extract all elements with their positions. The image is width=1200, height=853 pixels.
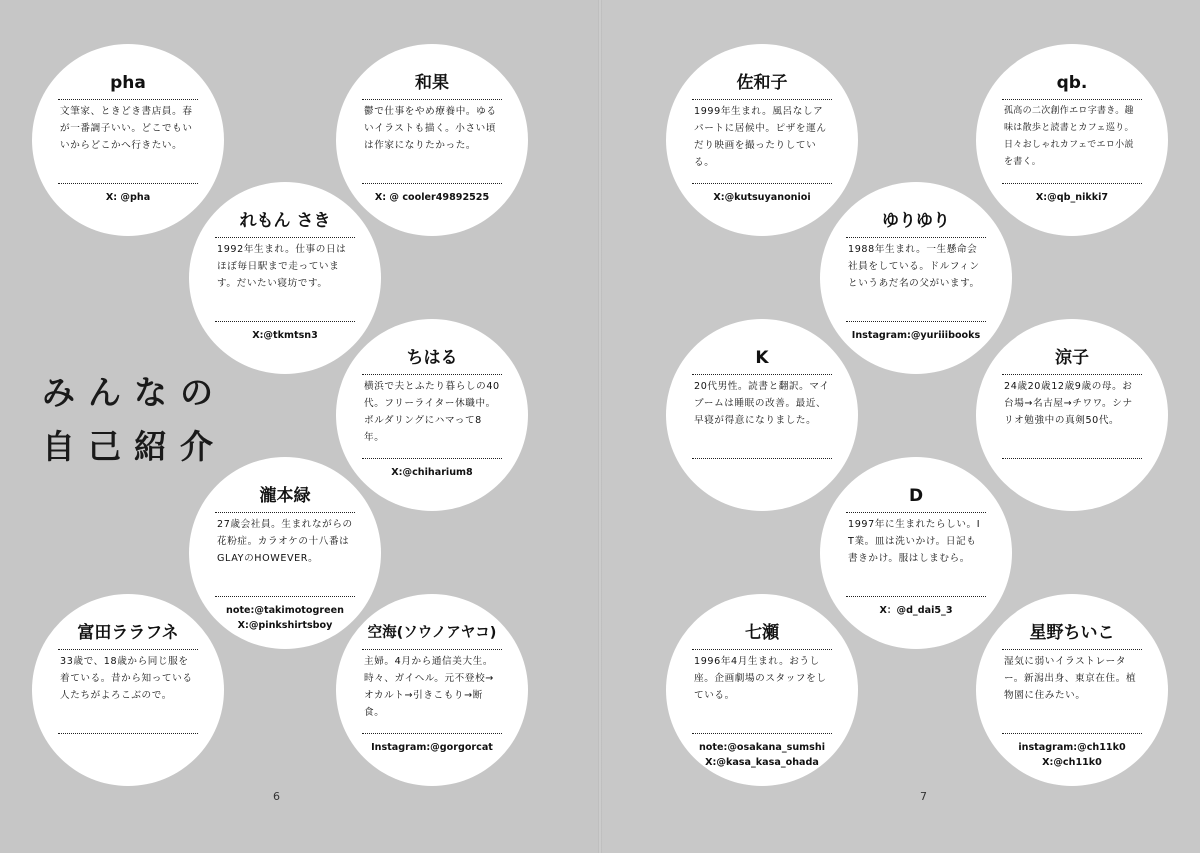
dotted-divider — [692, 458, 832, 459]
profile-name: 涼子 — [1055, 348, 1089, 368]
profile-card — [666, 594, 858, 786]
social-handles — [58, 184, 198, 205]
profile-name: 和果 — [415, 73, 449, 93]
profile-name: 星野ちいこ — [1029, 623, 1115, 643]
social-handle: X:@kutsuyanonioi — [713, 192, 811, 203]
profile-name: 佐和子 — [736, 73, 788, 93]
profile-description: 24歳20歳12歳9歳の母。お台場→名古屋→チワワ。シナリオ勉強中の真剣50代。 — [1004, 381, 1133, 426]
profile-description: 湿気に弱いイラストレーター。新潟出身、東京在住。植物園に住みたい。 — [1004, 656, 1137, 701]
social-handles — [1002, 734, 1142, 770]
profile-card — [32, 594, 224, 786]
profile-card — [820, 182, 1012, 374]
profile-card — [336, 594, 528, 786]
profile-card — [976, 594, 1168, 786]
page-number: 7 — [920, 790, 927, 803]
social-handle: X：@d_dai5_3 — [879, 605, 953, 616]
profile-description: 鬱で仕事をやめ療養中。ゆるいイラストも描く。小さい頃は作家になりたかった。 — [364, 106, 497, 151]
social-handles — [215, 322, 355, 343]
social-handles — [362, 734, 502, 755]
social-handle: X:@ch11k0 — [1042, 757, 1102, 768]
profile-card — [189, 457, 381, 649]
dotted-divider — [58, 733, 198, 734]
social-handle: instagram:@ch11k0 — [1018, 742, 1126, 753]
social-handles — [692, 734, 832, 770]
profile-description: 1992年生まれ。仕事の日はほぼ毎日駅まで走っています。だいたい寝坊です。 — [217, 244, 347, 289]
profile-card — [976, 319, 1168, 511]
social-handles — [215, 597, 355, 633]
social-handle: Instagram:@yuriiibooks — [851, 330, 981, 341]
profile-card — [336, 319, 528, 511]
profile-name: K — [755, 348, 769, 368]
social-handles — [362, 459, 502, 480]
profile-description: 27歳会社員。生まれながらの花粉症。カラオケの十八番はGLAYのHOWEVER。 — [217, 519, 353, 564]
dotted-divider — [1002, 458, 1142, 459]
profile-card — [336, 44, 528, 236]
profile-name: れもん さき — [239, 211, 331, 231]
social-handle: X: @ cooler49892525 — [374, 192, 490, 203]
heading-line-1: みんなの — [42, 373, 226, 412]
page-heading — [42, 366, 226, 474]
profile-card — [666, 319, 858, 511]
profile-description: 横浜で夫とふたり暮らしの40代。フリーライター休職中。ボルダリングにハマって8年。 — [364, 381, 500, 443]
profile-description: 1999年生まれ。風呂なしアパートに居候中。ピザを運んだり映画を撮ったりしている。 — [694, 106, 827, 168]
profile-description: 20代男性。読書と翻訳。マイブームは睡眠の改善。最近、早寝が得意になりました。 — [694, 381, 830, 426]
profile-name: qb. — [1056, 73, 1088, 93]
profile-description: 主婦。4月から通信美大生。時々、ガイヘル。元不登校→オカルト→引きこもり→断食。 — [364, 656, 494, 718]
social-handle: X: @pha — [105, 192, 151, 203]
profile-name: 富田ララフネ — [77, 623, 179, 643]
profile-card — [666, 44, 858, 236]
profile-name: ゆりゆり — [882, 211, 950, 231]
profile-name: D — [908, 486, 924, 506]
social-handle: note:@takimotogreen — [226, 605, 344, 616]
profile-description: 1997年に生まれたらしい。IT業。皿は洗いかけ。日記も書きかけ。服はしまむら。 — [848, 519, 981, 564]
profile-name: pha — [110, 73, 146, 93]
page-number: 6 — [273, 790, 280, 803]
profile-name: 七瀬 — [745, 623, 779, 643]
heading-line-2: 自己紹介 — [42, 427, 226, 466]
social-handle: note:@osakana_sumshi — [698, 742, 826, 753]
profile-description: 文筆家、ときどき書店員。春が一番調子いい。どこでもいいからどこかへ行きたい。 — [60, 106, 193, 151]
social-handles — [362, 184, 502, 205]
profile-description: 33歳で、18歳から同じ服を着ている。昔から知っている人たちがよろこぶので。 — [60, 656, 193, 701]
profile-description: 1988年生まれ。一生懸命会社員をしている。ドルフィンというあだ名の父がいます。 — [848, 244, 980, 289]
profile-card — [976, 44, 1168, 236]
social-handle: X:@qb_nikki7 — [1035, 192, 1109, 203]
social-handles — [846, 322, 986, 343]
social-handle: Instagram:@gorgorcat — [371, 742, 493, 753]
social-handles — [692, 184, 832, 205]
profile-card — [820, 457, 1012, 649]
profile-name: 瀧本緑 — [259, 486, 311, 506]
social-handle: X:@chiharium8 — [391, 467, 473, 478]
profile-name: ちはる — [406, 348, 458, 368]
social-handle: X:@tkmtsn3 — [252, 330, 318, 341]
social-handles — [846, 597, 986, 618]
social-handle: X:@pinkshirtsboy — [237, 620, 333, 631]
social-handle: X:@kasa_kasa_ohada — [705, 757, 819, 768]
profile-name: 空海(ソウノアヤコ) — [367, 625, 497, 641]
profile-card — [189, 182, 381, 374]
profile-description: 1996年4月生まれ。おうし座。企画劇場のスタッフをしている。 — [694, 656, 827, 701]
book-gutter — [598, 0, 602, 853]
profile-description: 孤高の二次創作エロ字書き。趣味は散歩と読書とカフェ巡り。日々おしゃれカフェでエロ小説を書く。 — [1004, 106, 1134, 167]
social-handles — [1002, 184, 1142, 205]
profile-card — [32, 44, 224, 236]
